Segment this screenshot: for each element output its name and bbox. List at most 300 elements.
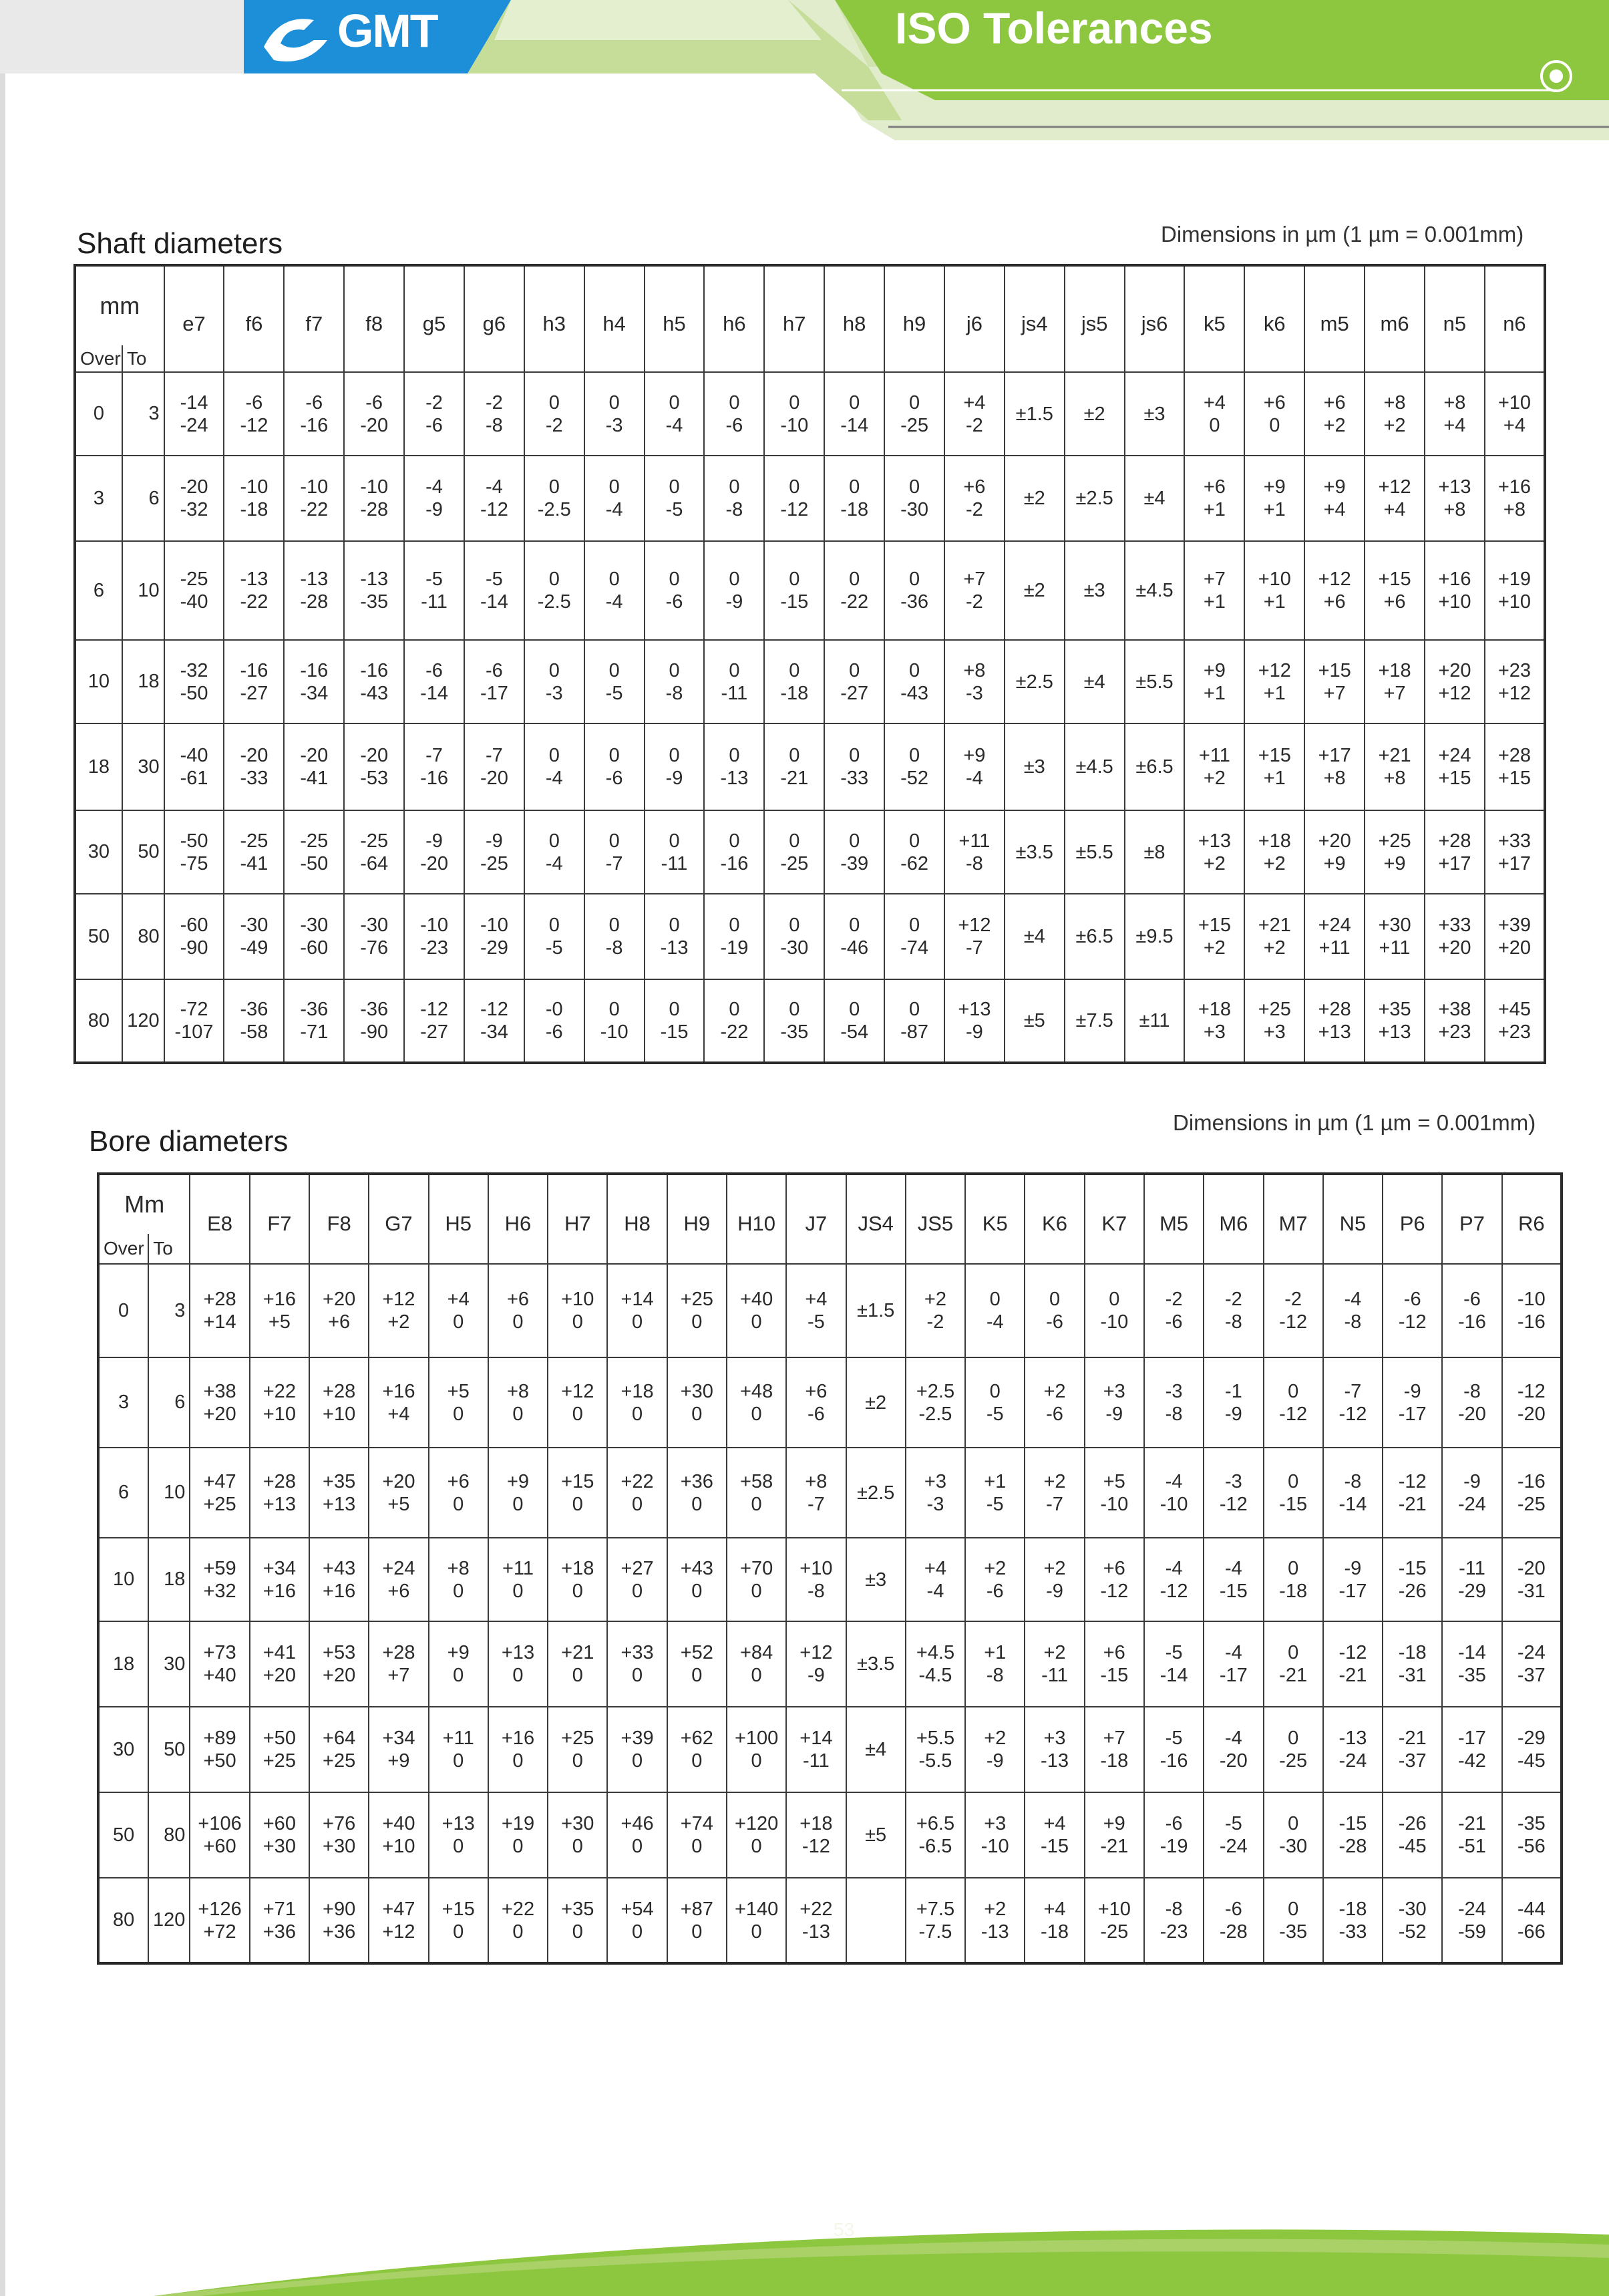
lower-deviation: -4 xyxy=(605,591,623,613)
lower-deviation: -2.5 xyxy=(537,591,571,613)
tolerance-cell xyxy=(1502,1792,1562,1878)
lower-deviation: -6 xyxy=(545,1021,563,1043)
upper-deviation: +43 xyxy=(680,1557,713,1579)
upper-deviation: +4 xyxy=(447,1289,470,1310)
upper-deviation: ±2.5 xyxy=(1075,488,1113,509)
range-to: 3 xyxy=(122,372,164,456)
lower-deviation: -19 xyxy=(1159,1836,1188,1857)
tolerance-cell xyxy=(667,1707,727,1792)
range-to: 50 xyxy=(148,1707,190,1792)
header-banner xyxy=(0,0,1609,147)
upper-deviation: ±5 xyxy=(1023,1010,1045,1031)
upper-deviation: +30 xyxy=(561,1813,594,1834)
lower-deviation: -7.5 xyxy=(918,1921,952,1943)
lower-deviation: -11 xyxy=(803,1750,830,1772)
lower-deviation: -45 xyxy=(1398,1836,1427,1857)
tolerance-cell xyxy=(404,723,464,810)
tolerance-cell xyxy=(645,810,705,894)
column-header-h9: h9 xyxy=(884,265,944,372)
upper-deviation: +2.5 xyxy=(916,1380,955,1402)
lower-deviation: -22 xyxy=(840,591,869,613)
lower-deviation: -5 xyxy=(807,1311,825,1333)
column-header-h5: H5 xyxy=(429,1174,488,1264)
upper-deviation: +12 xyxy=(1318,568,1351,590)
upper-deviation: -25 xyxy=(240,830,269,852)
upper-deviation: +1 xyxy=(984,1642,1007,1663)
tolerance-cell xyxy=(548,1357,607,1448)
column-header-p6: P6 xyxy=(1383,1174,1442,1264)
tolerance-cell xyxy=(607,1357,667,1448)
column-header-f7: F7 xyxy=(250,1174,309,1264)
lower-deviation: +11 xyxy=(1379,937,1411,959)
upper-deviation: +71 xyxy=(262,1898,296,1920)
tolerance-cell xyxy=(309,1878,369,1963)
lower-deviation: -25 xyxy=(480,852,508,874)
upper-deviation: +15 xyxy=(1198,915,1232,936)
column-header-g5: g5 xyxy=(404,265,464,372)
upper-deviation: -50 xyxy=(180,830,208,852)
tolerance-cell xyxy=(727,1878,786,1963)
upper-deviation: -9 xyxy=(486,830,503,852)
upper-deviation: ±11 xyxy=(1139,1010,1170,1031)
upper-deviation: 0 xyxy=(729,830,740,852)
tolerance-cell xyxy=(284,456,344,541)
lower-deviation: -74 xyxy=(900,937,928,959)
upper-deviation: +21 xyxy=(1378,745,1411,766)
lower-deviation: -8 xyxy=(605,937,623,959)
tolerance-cell xyxy=(645,541,705,640)
tolerance-cell xyxy=(727,1538,786,1621)
tolerance-cell xyxy=(607,1878,667,1963)
lower-deviation: -20 xyxy=(480,768,508,789)
lower-deviation: 0 xyxy=(572,1921,583,1943)
upper-deviation: -7 xyxy=(425,745,443,766)
lower-deviation: -16 xyxy=(1458,1311,1486,1333)
lower-deviation: -4 xyxy=(545,768,563,789)
tolerance-cell xyxy=(906,1878,965,1963)
tolerance-cell xyxy=(1125,979,1185,1063)
upper-deviation: ±4 xyxy=(1143,488,1166,509)
tolerance-cell xyxy=(250,1878,309,1963)
lower-deviation: -27 xyxy=(840,682,869,704)
tolerance-cell xyxy=(645,456,705,541)
tolerance-cell xyxy=(906,1621,965,1707)
upper-deviation: -3 xyxy=(1165,1380,1183,1402)
lower-deviation: -6 xyxy=(1046,1403,1063,1425)
lower-deviation: -8 xyxy=(1165,1403,1183,1425)
lower-deviation: -87 xyxy=(900,1021,928,1043)
lower-deviation: -17 xyxy=(1338,1580,1367,1602)
lower-deviation: +13 xyxy=(1378,1021,1411,1043)
upper-deviation: +12 xyxy=(958,915,991,936)
upper-deviation: 0 xyxy=(669,568,680,590)
lower-deviation: -33 xyxy=(1338,1921,1367,1943)
tolerance-cell xyxy=(1442,1538,1501,1621)
lower-deviation: -4 xyxy=(605,499,623,520)
upper-deviation: +34 xyxy=(262,1557,296,1579)
tolerance-cell xyxy=(1425,723,1485,810)
lower-deviation: -18 xyxy=(1041,1921,1069,1943)
upper-deviation: +20 xyxy=(1438,659,1471,681)
upper-deviation: -30 xyxy=(300,915,329,936)
tolerance-cell xyxy=(667,1538,727,1621)
lower-deviation: +60 xyxy=(203,1836,236,1857)
lower-deviation: +5 xyxy=(268,1311,291,1333)
upper-deviation: 0 xyxy=(669,745,680,766)
lower-deviation: 0 xyxy=(453,1750,464,1772)
upper-deviation: -30 xyxy=(1398,1898,1427,1920)
lower-deviation: +30 xyxy=(323,1836,356,1857)
tolerance-cell xyxy=(1125,723,1185,810)
lower-deviation: -75 xyxy=(180,852,208,874)
upper-deviation: +70 xyxy=(740,1557,773,1579)
lower-deviation: +2 xyxy=(1383,414,1406,436)
tolerance-cell xyxy=(164,372,224,456)
tolerance-cell xyxy=(429,1448,488,1538)
range-over: 3 xyxy=(75,456,122,541)
lower-deviation: -30 xyxy=(900,499,928,520)
tolerance-cell xyxy=(524,723,584,810)
lower-deviation: 0 xyxy=(751,1403,762,1425)
tolerance-cell xyxy=(1365,456,1425,541)
tolerance-cell xyxy=(645,640,705,723)
lower-deviation: -24 xyxy=(1458,1493,1486,1515)
upper-deviation: 0 xyxy=(608,745,620,766)
tolerance-cell xyxy=(1184,456,1244,541)
tolerance-cell xyxy=(404,894,464,979)
lower-deviation: -7 xyxy=(807,1493,825,1515)
upper-deviation: -20 xyxy=(360,745,389,766)
upper-deviation: +4.5 xyxy=(916,1642,955,1663)
lower-deviation: +36 xyxy=(323,1921,356,1943)
lower-deviation: -16 xyxy=(1159,1750,1188,1772)
upper-deviation: 0 xyxy=(789,391,800,414)
upper-deviation: +52 xyxy=(680,1642,713,1663)
tolerance-cell xyxy=(488,1707,548,1792)
upper-deviation: -9 xyxy=(1463,1470,1481,1492)
tolerance-cell xyxy=(1323,1448,1383,1538)
upper-deviation: +16 xyxy=(382,1380,415,1402)
upper-deviation: +10 xyxy=(1497,391,1532,414)
range-to: 10 xyxy=(148,1448,190,1538)
tolerance-cell xyxy=(1425,372,1485,456)
tolerance-cell xyxy=(1065,979,1125,1063)
tolerance-cell xyxy=(1485,979,1545,1063)
upper-deviation: +4 xyxy=(1043,1898,1066,1920)
lower-deviation: -23 xyxy=(1159,1921,1188,1943)
lower-deviation: -31 xyxy=(1517,1580,1546,1602)
tolerance-cell xyxy=(369,1707,428,1792)
lower-deviation: 0 xyxy=(453,1493,464,1515)
tolerance-cell xyxy=(645,372,705,456)
lower-deviation: 0 xyxy=(572,1750,583,1772)
lower-deviation: -37 xyxy=(1517,1665,1546,1686)
lower-deviation: +2 xyxy=(1263,852,1286,874)
upper-deviation: -9 xyxy=(425,830,443,852)
lower-deviation: -5 xyxy=(986,1493,1004,1515)
upper-deviation: +13 xyxy=(958,999,991,1020)
upper-deviation: +41 xyxy=(262,1642,296,1663)
upper-deviation: -8 xyxy=(1165,1898,1183,1920)
tolerance-cell xyxy=(1425,810,1485,894)
tolerance-cell xyxy=(824,456,884,541)
range-over: 18 xyxy=(75,723,122,810)
column-header-k6: K6 xyxy=(1025,1174,1084,1264)
upper-deviation: -44 xyxy=(1517,1898,1546,1920)
tolerance-cell xyxy=(488,1621,548,1707)
tolerance-cell xyxy=(1085,1878,1144,1963)
upper-deviation: +8 xyxy=(506,1380,530,1402)
upper-deviation: +120 xyxy=(734,1813,779,1834)
tolerance-cell xyxy=(224,541,284,640)
upper-deviation: -16 xyxy=(360,659,389,681)
column-header-h3: h3 xyxy=(524,265,584,372)
lower-deviation: -6 xyxy=(725,414,743,436)
lower-deviation: -9 xyxy=(1046,1580,1063,1602)
upper-deviation: -7 xyxy=(486,745,503,766)
tolerance-cell xyxy=(944,723,1005,810)
upper-deviation: +9 xyxy=(1323,476,1346,498)
tolerance-cell xyxy=(1304,894,1365,979)
tolerance-cell xyxy=(1085,1707,1144,1792)
tolerance-cell xyxy=(309,1448,369,1538)
lower-deviation: -25 xyxy=(1279,1750,1308,1772)
tolerance-cell xyxy=(607,1792,667,1878)
range-to: 30 xyxy=(122,723,164,810)
tolerance-cell xyxy=(1184,372,1244,456)
tolerance-cell xyxy=(488,1792,548,1878)
upper-deviation: +22 xyxy=(262,1380,296,1402)
tolerance-cell xyxy=(1425,456,1485,541)
tolerance-cell xyxy=(164,810,224,894)
tolerance-cell xyxy=(164,456,224,541)
lower-deviation: 0 xyxy=(453,1311,464,1333)
upper-deviation: +9 xyxy=(1103,1813,1125,1834)
lower-deviation: -32 xyxy=(180,499,208,520)
upper-deviation: 0 xyxy=(608,391,620,414)
upper-deviation: -8 xyxy=(1463,1380,1481,1402)
tolerance-cell xyxy=(250,1448,309,1538)
lower-deviation: -52 xyxy=(1398,1921,1427,1943)
tolerance-cell xyxy=(944,640,1005,723)
upper-deviation: +16 xyxy=(262,1289,296,1310)
tolerance-cell xyxy=(704,640,764,723)
upper-deviation: +8 xyxy=(963,659,986,681)
tolerance-cell xyxy=(1144,1264,1204,1357)
tolerance-cell xyxy=(224,894,284,979)
lower-deviation: +13 xyxy=(262,1493,296,1515)
tolerance-cell xyxy=(1184,723,1244,810)
tolerance-cell xyxy=(1485,894,1545,979)
upper-deviation: +9 xyxy=(1263,476,1286,498)
upper-deviation: -12 xyxy=(420,999,448,1020)
upper-deviation: +3 xyxy=(1043,1728,1066,1749)
upper-deviation: +2 xyxy=(984,1898,1007,1920)
lower-deviation: +30 xyxy=(262,1836,296,1857)
column-header-f7: f7 xyxy=(284,265,344,372)
tolerance-cell xyxy=(1025,1448,1084,1538)
lower-deviation: -71 xyxy=(300,1021,329,1043)
range-to: 18 xyxy=(122,640,164,723)
lower-deviation: -18 xyxy=(840,499,869,520)
lower-deviation: -28 xyxy=(300,591,329,613)
upper-deviation: +62 xyxy=(680,1728,713,1749)
tolerance-cell xyxy=(1264,1707,1323,1792)
lower-deviation: -20 xyxy=(1219,1750,1248,1772)
tolerance-cell xyxy=(429,1878,488,1963)
upper-deviation: +74 xyxy=(680,1813,713,1834)
upper-deviation: +20 xyxy=(382,1470,415,1492)
tolerance-cell xyxy=(1065,640,1125,723)
tolerance-cell xyxy=(548,1448,607,1538)
tolerance-cell xyxy=(1383,1538,1442,1621)
tolerance-cell xyxy=(965,1621,1025,1707)
tolerance-cell xyxy=(464,979,524,1063)
upper-deviation: +89 xyxy=(203,1728,236,1749)
tolerance-cell xyxy=(524,979,584,1063)
upper-deviation: +9 xyxy=(447,1642,470,1663)
upper-deviation: 0 xyxy=(1288,1380,1299,1402)
upper-deviation: +18 xyxy=(799,1813,833,1834)
upper-deviation: +11 xyxy=(1198,745,1230,766)
upper-deviation: ±3 xyxy=(1143,403,1166,425)
tolerance-cell xyxy=(1425,894,1485,979)
upper-deviation: +4 xyxy=(963,391,986,414)
lower-deviation: -12 xyxy=(480,499,508,520)
upper-deviation: -4 xyxy=(1224,1557,1242,1579)
tolerance-cell xyxy=(1442,1878,1501,1963)
lower-deviation: +7 xyxy=(387,1665,410,1686)
lower-deviation: -17 xyxy=(1219,1665,1248,1686)
lower-deviation: -12 xyxy=(1338,1403,1367,1425)
lower-deviation: -27 xyxy=(240,682,269,704)
upper-deviation: ±2.5 xyxy=(1015,671,1053,693)
lower-deviation: 0 xyxy=(512,1921,524,1943)
column-header-h7: h7 xyxy=(764,265,824,372)
upper-deviation: +18 xyxy=(1198,999,1232,1020)
upper-deviation: 0 xyxy=(789,745,800,766)
upper-deviation: -25 xyxy=(360,830,389,852)
tolerance-cell xyxy=(1502,1264,1562,1357)
upper-deviation: +33 xyxy=(1497,830,1532,852)
lower-deviation: +12 xyxy=(1438,682,1471,704)
lower-deviation: +50 xyxy=(203,1750,236,1772)
tolerance-cell xyxy=(369,1792,428,1878)
upper-deviation: 0 xyxy=(849,745,860,766)
lower-deviation: -10 xyxy=(1100,1311,1129,1333)
lower-deviation: -15 xyxy=(780,591,809,613)
table-row xyxy=(75,810,1545,894)
upper-deviation: -18 xyxy=(1338,1898,1367,1920)
table-row xyxy=(75,541,1545,640)
tolerance-cell xyxy=(344,723,404,810)
upper-deviation: -12 xyxy=(1517,1380,1546,1402)
lower-deviation: -64 xyxy=(360,852,389,874)
upper-deviation: -18 xyxy=(1398,1642,1427,1663)
upper-deviation: +54 xyxy=(620,1898,654,1920)
tolerance-cell xyxy=(824,979,884,1063)
tolerance-cell xyxy=(524,640,584,723)
tolerance-cell xyxy=(1184,541,1244,640)
tolerance-cell xyxy=(1085,1621,1144,1707)
tolerance-cell xyxy=(1442,1448,1501,1538)
upper-deviation: 0 xyxy=(1288,1728,1299,1749)
tolerance-cell xyxy=(846,1357,906,1448)
lower-deviation: +16 xyxy=(323,1580,356,1602)
lower-deviation: +2 xyxy=(1203,768,1226,789)
lower-deviation: -8 xyxy=(1344,1311,1362,1333)
lower-deviation: -5 xyxy=(665,499,683,520)
tolerance-cell xyxy=(1025,1878,1084,1963)
lower-deviation: +4 xyxy=(1383,499,1406,520)
range-over: 80 xyxy=(98,1878,148,1963)
tolerance-cell xyxy=(607,1621,667,1707)
tolerance-cell xyxy=(309,1357,369,1448)
tolerance-cell xyxy=(250,1707,309,1792)
upper-deviation: +2 xyxy=(984,1728,1007,1749)
upper-deviation: -10 xyxy=(360,476,389,498)
upper-deviation: 0 xyxy=(1288,1557,1299,1579)
lower-deviation: -28 xyxy=(360,499,389,520)
column-header-p7: P7 xyxy=(1442,1174,1501,1264)
tolerance-cell xyxy=(224,723,284,810)
lower-deviation: +8 xyxy=(1443,499,1466,520)
tolerance-cell xyxy=(786,1878,846,1963)
upper-deviation: 0 xyxy=(669,659,680,681)
upper-deviation: +6 xyxy=(447,1470,470,1492)
lower-deviation: -7 xyxy=(1046,1493,1063,1515)
lower-deviation: -24 xyxy=(180,414,208,436)
tolerance-cell xyxy=(1204,1878,1263,1963)
tolerance-cell xyxy=(548,1538,607,1621)
upper-deviation: -16 xyxy=(1517,1470,1546,1492)
upper-deviation: -5 xyxy=(1165,1728,1183,1749)
tolerance-cell xyxy=(1442,1707,1501,1792)
tolerance-cell xyxy=(1323,1264,1383,1357)
upper-deviation: +36 xyxy=(680,1470,713,1492)
upper-deviation: +6 xyxy=(1203,476,1226,498)
upper-deviation: ±3.5 xyxy=(1015,841,1053,863)
tolerance-cell xyxy=(965,1878,1025,1963)
lower-deviation: +1 xyxy=(1263,499,1286,520)
column-header-js6: js6 xyxy=(1125,265,1185,372)
lower-deviation: +25 xyxy=(262,1750,296,1772)
lower-deviation: -61 xyxy=(180,768,208,789)
lower-deviation: +10 xyxy=(1497,591,1532,613)
tolerance-cell xyxy=(584,810,645,894)
tolerance-cell xyxy=(404,640,464,723)
column-header-f8: f8 xyxy=(344,265,404,372)
tolerance-cell xyxy=(607,1707,667,1792)
lower-deviation: -42 xyxy=(1458,1750,1486,1772)
lower-deviation: 0 xyxy=(453,1921,464,1943)
tolerance-cell xyxy=(1125,894,1185,979)
tolerance-cell xyxy=(404,810,464,894)
upper-deviation: -17 xyxy=(1458,1728,1486,1749)
table-row xyxy=(98,1538,1562,1621)
upper-deviation: 0 xyxy=(729,476,740,498)
lower-deviation: -15 xyxy=(1219,1580,1248,1602)
tolerance-cell xyxy=(906,1792,965,1878)
upper-deviation: 0 xyxy=(849,999,860,1020)
tolerance-cell xyxy=(250,1792,309,1878)
lower-deviation: +8 xyxy=(1323,768,1346,789)
upper-deviation: +33 xyxy=(620,1642,654,1663)
lower-deviation: +17 xyxy=(1497,852,1532,874)
tolerance-cell xyxy=(1025,1707,1084,1792)
upper-deviation: -6 xyxy=(1224,1898,1242,1920)
upper-deviation: +30 xyxy=(680,1380,713,1402)
